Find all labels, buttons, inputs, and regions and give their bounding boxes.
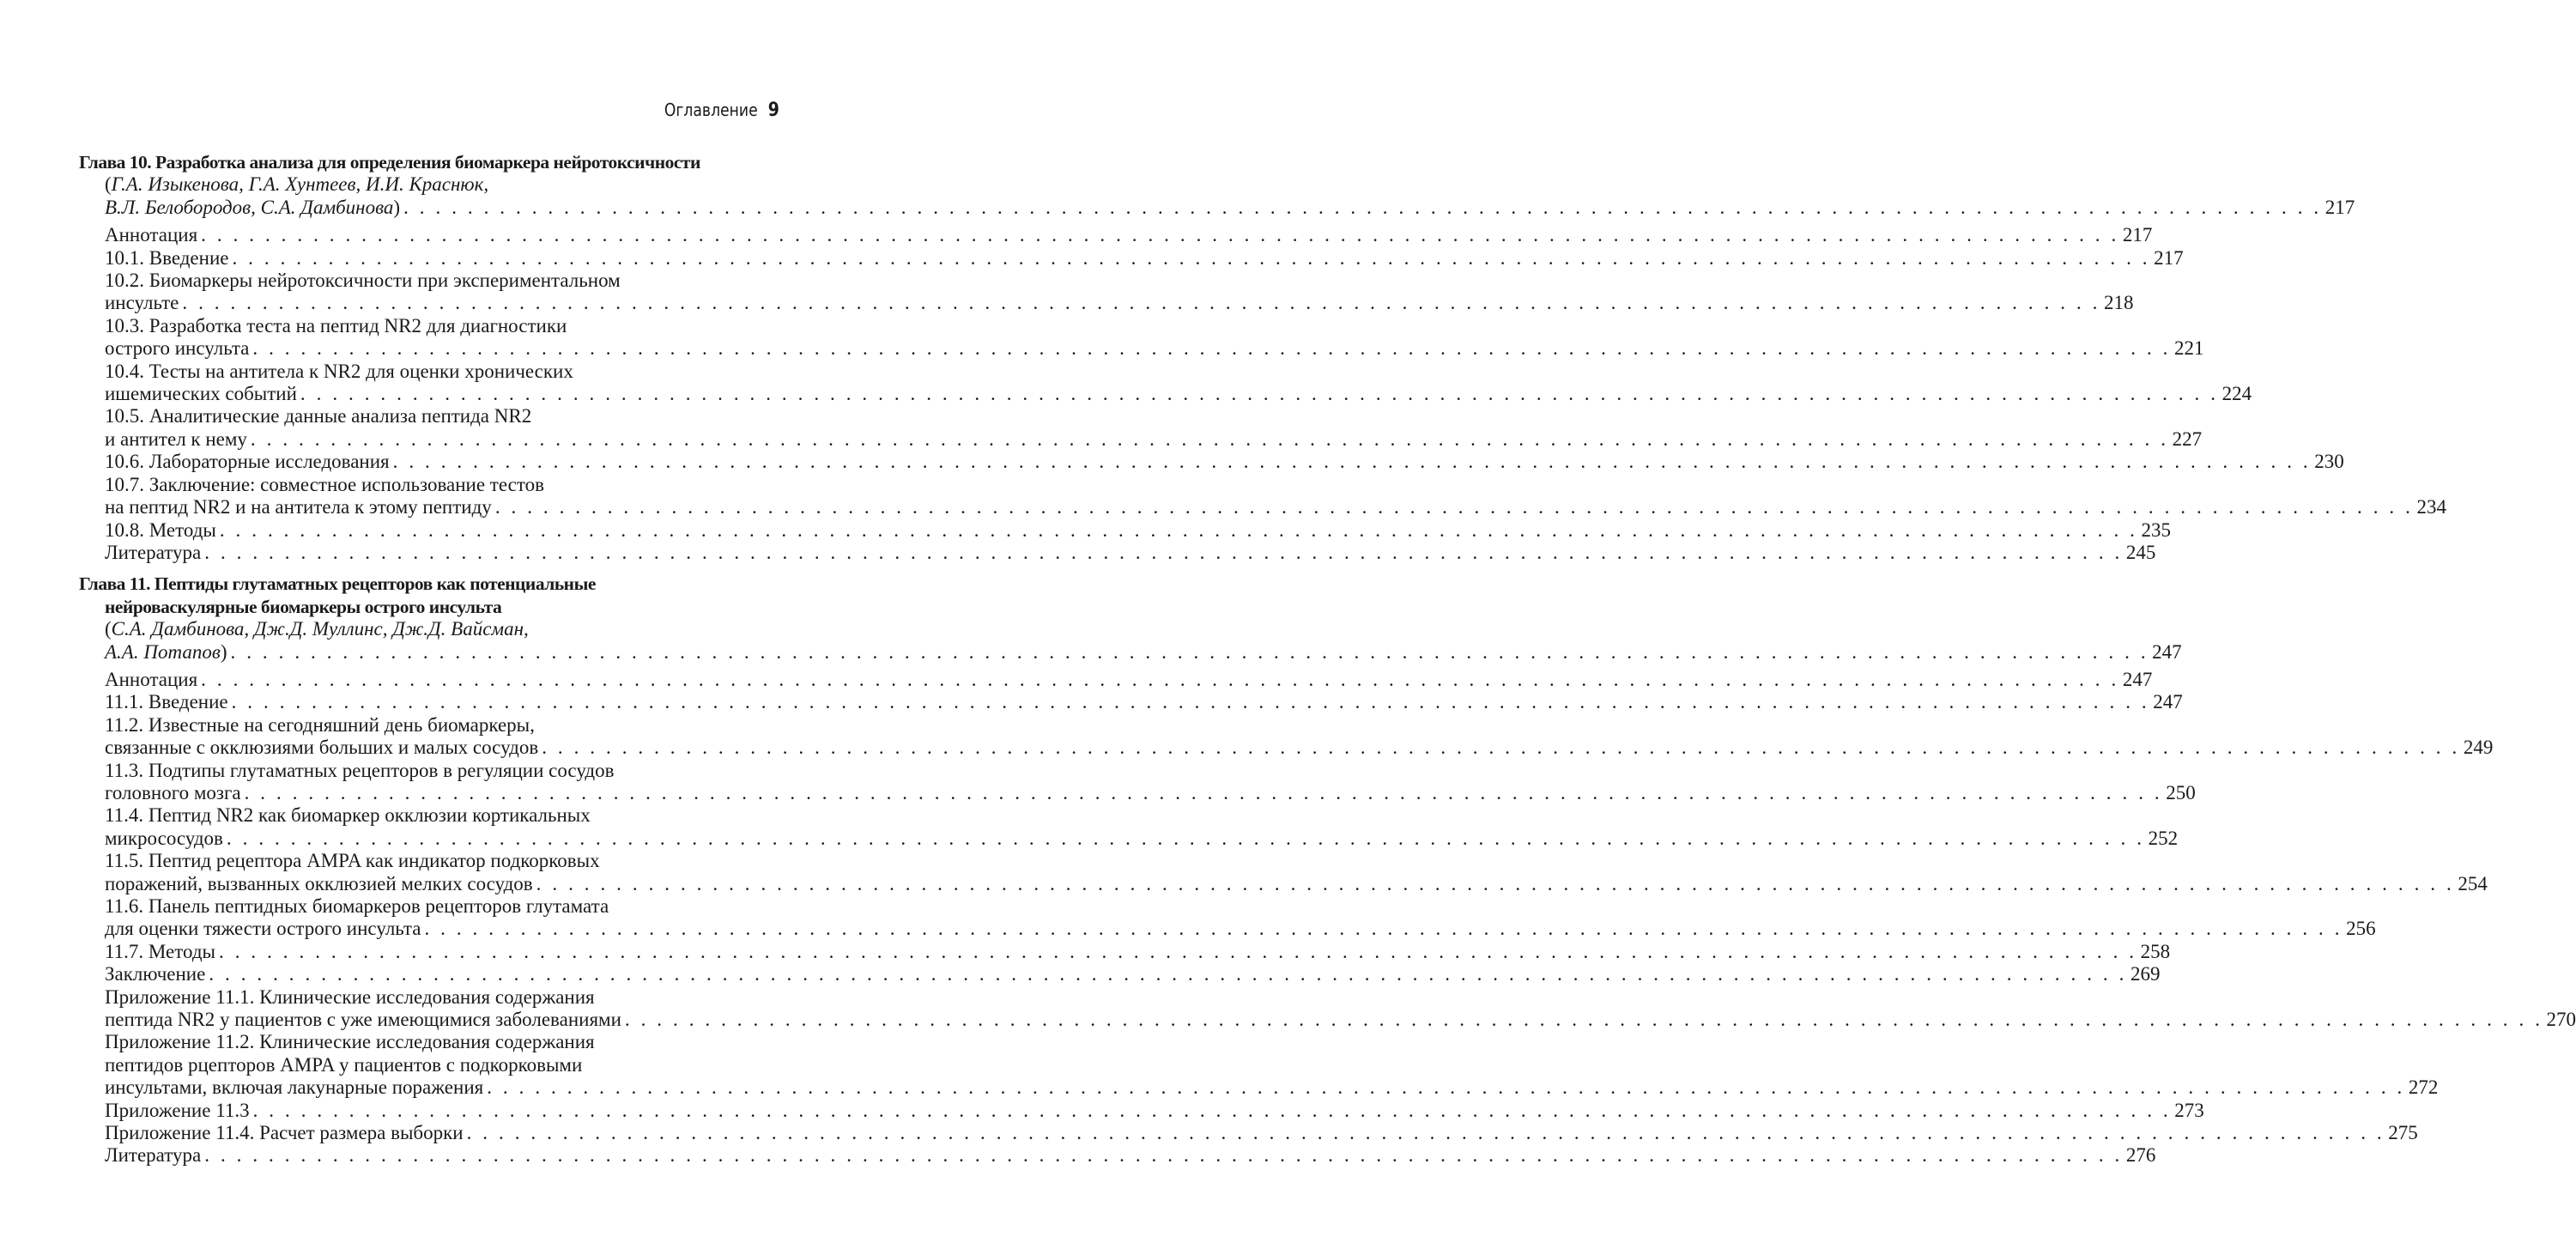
toc-entry[interactable] <box>79 405 2203 451</box>
dot-leader: . . . . . . . . . . . . . . . . . . . . . . . . . . . . . . . . . . . . . . . . . . . . . . . . . . . . . . . . . . . . . . . . . . . . . . . . . . . . . . . . . . . . . . . . . . . . . . . . . . . . . . . . . . . . . . . . . . . . . . . . <box>219 518 2138 541</box>
authors-open-paren: ( <box>105 618 112 640</box>
entry-text: 10.7. Заключение: совместное использование тестов <box>105 473 544 495</box>
entry-text: 11.1. Введение <box>105 691 228 713</box>
entry-text: 10.8. Методы <box>105 518 216 541</box>
dot-leader: . . . . . . . . . . . . . . . . . . . . . . . . . . . . . . . . . . . . . . . . . . . . . . . . . . . . . . . . . . . . . . . . . . . . . . . . . . . . . . . . . . . . . . . . . . . . . . . . . . . . . . . . . . . . . . . . . . . . . . . . <box>424 918 2343 940</box>
page-ref: 230 <box>2314 451 2344 473</box>
page-ref: 217 <box>2324 196 2355 218</box>
chapter-title[interactable] <box>79 573 779 618</box>
authors-line: Г.А. Изыкенова, Г.А. Хунтеев, И.И. Краснюк, <box>111 173 489 196</box>
toc-entry[interactable] <box>79 668 2153 691</box>
dot-leader: . . . . . . . . . . . . . . . . . . . . . . . . . . . . . . . . . . . . . . . . . . . . . . . . . . . . . . . . . . . . . . . . . . . . . . . . . . . . . . . . . . . . . . . . . . . . . . . . . . . . . . . . . . . . . . . . . . . . . . . . <box>300 383 2219 405</box>
chapter-title[interactable] <box>79 151 779 173</box>
entry-text: Приложение 11.1. Клинические исследования содержания <box>105 985 595 1008</box>
entry-text: 11.4. Пептид NR2 как биомаркер окклюзии кортикальных <box>105 804 591 827</box>
dot-leader: . . . . . . . . . . . . . . . . . . . . . . . . . . . . . . . . . . . . . . . . . . . . . . . . . . . . . . . . . . . . . . . . . . . . . . . . . . . . . . . . . . . . . . . . . . . . . . . . . . . . . . . . . . . . . . . . . . . . . . . . <box>204 1144 2123 1167</box>
entry-text: 10.1. Введение <box>105 246 229 269</box>
toc-entry[interactable] <box>79 451 2344 473</box>
authors-line: В.Л. Белобородов, С.А. Дамбинова <box>105 196 394 218</box>
entry-text: острого инсульта <box>105 337 250 360</box>
dot-leader: . . . . . . . . . . . . . . . . . . . . . . . . . . . . . . . . . . . . . . . . . . . . . . . . . . . . . . . . . . . . . . . . . . . . . . . . . . . . . . . . . . . . . . . . . . . . . . . . . . . . . . . . . . . . . . . . . . . . . . . . <box>252 337 2172 360</box>
entry-text: головного мозга <box>105 781 241 803</box>
page-ref: 249 <box>2463 737 2494 759</box>
toc-entry[interactable] <box>79 850 2488 895</box>
page-ref: 247 <box>2152 640 2182 663</box>
page-ref: 272 <box>2408 1076 2439 1099</box>
toc-entry[interactable] <box>79 360 2252 406</box>
toc-entry[interactable] <box>79 518 2172 542</box>
toc-entry[interactable] <box>79 1031 2439 1099</box>
dot-leader: . . . . . . . . . . . . . . . . . . . . . . . . . . . . . . . . . . . . . . . . . . . . . . . . . . . . . . . . . . . . . . . . . . . . . . . . . . . . . . . . . . . . . . . . . . . . . . . . . . . . . . . . . . . . . . . . . . . . . . . . <box>494 496 2414 518</box>
page-ref: 258 <box>2140 940 2171 962</box>
dot-leader: . . . . . . . . . . . . . . . . . . . . . . . . . . . . . . . . . . . . . . . . . . . . . . . . . . . . . . . . . . . . . . . . . . . . . . . . . . . . . . . . . . . . . . . . . . . . . . . . . . . . . . . . . . . . . . . . . . . . . . . . <box>244 781 2163 803</box>
page-ref: 217 <box>2154 246 2184 269</box>
dot-leader: . . . . . . . . . . . . . . . . . . . . . . . . . . . . . . . . . . . . . . . . . . . . . . . . . . . . . . . . . . . . . . . . . . . . . . . . . . . . . . . . . . . . . . . . . . . . . . . . . . . . . . . . . . . . . . . . . . . . . . . . <box>250 427 2169 450</box>
entry-text: 10.4. Тесты на антитела к NR2 для оценки хронических <box>105 360 573 382</box>
dot-leader: . . . . . . . . . . . . . . . . . . . . . . . . . . . . . . . . . . . . . . . . . . . . . . . . . . . . . . . . . . . . . . . . . . . . . . . . . . . . . . . . . . . . . . . . . . . . . . . . . . . . . . . . . . . . . . . . . . . . . . . . <box>182 292 2101 314</box>
page-ref: 235 <box>2141 518 2172 541</box>
entry-text: Литература <box>105 1144 202 1167</box>
chapter-title-line: Глава 10. Разработка анализа для определения биомаркера нейротоксичности <box>79 152 700 173</box>
entry-text: Аннотация <box>105 224 198 246</box>
dot-leader: . . . . . . . . . . . . . . . . . . . . . . . . . . . . . . . . . . . . . . . . . . . . . . . . . . . . . . . . . . . . . . . . . . . . . . . . . . . . . . . . . . . . . . . . . . . . . . . . . . . . . . . . . . . . . . . . . . . . . . . . <box>209 963 2127 985</box>
entry-text: 11.2. Известные на сегодняшний день биомаркеры, <box>105 713 535 736</box>
page-number: 9 <box>767 100 779 121</box>
page-ref: 247 <box>2122 668 2153 690</box>
dot-leader: . . . . . . . . . . . . . . . . . . . . . . . . . . . . . . . . . . . . . . . . . . . . . . . . . . . . . . . . . . . . . . . . . . . . . . . . . . . . . . . . . . . . . . . . . . . . . . . . . . . . . . . . . . . . . . . . . . . . . . . . <box>466 1122 2385 1144</box>
page-ref: 224 <box>2221 383 2252 405</box>
toc-entry[interactable] <box>79 691 2183 713</box>
entry-text: микрососудов <box>105 827 223 849</box>
dot-leader: . . . . . . . . . . . . . . . . . . . . . . . . . . . . . . . . . . . . . . . . . . . . . . . . . . . . . . . . . . . . . . . . . . . . . . . . . . . . . . . . . . . . . . . . . . . . . . . . . . . . . . . . . . . . . . . . . . . . . . . . <box>219 940 2137 962</box>
authors-open-paren: ( <box>105 173 112 196</box>
page-ref: 254 <box>2458 872 2488 894</box>
dot-leader: . . . . . . . . . . . . . . . . . . . . . . . . . . . . . . . . . . . . . . . . . . . . . . . . . . . . . . . . . . . . . . . . . . . . . . . . . . . . . . . . . . . . . . . . . . . . . . . . . . . . . . . . . . . . . . . . . . . . . . . . <box>230 640 2149 663</box>
page-ref: 217 <box>2122 224 2153 246</box>
toc-entry[interactable] <box>79 1099 2204 1122</box>
dot-leader: . . . . . . . . . . . . . . . . . . . . . . . . . . . . . . . . . . . . . . . . . . . . . . . . . . . . . . . . . . . . . . . . . . . . . . . . . . . . . . . . . . . . . . . . . . . . . . . . . . . . . . . . . . . . . . . . . . . . . . . . <box>232 246 2151 269</box>
entry-text: связанные с окклюзиями больших и малых сосудов <box>105 737 539 759</box>
toc-entry[interactable] <box>79 1144 2156 1167</box>
page-ref: 273 <box>2174 1099 2204 1121</box>
toc-entry[interactable] <box>79 963 2161 985</box>
page-ref: 218 <box>2104 292 2134 314</box>
entry-text: ишемических событий <box>105 383 297 405</box>
toc-entry[interactable] <box>79 895 2376 941</box>
page-ref: 252 <box>2148 827 2179 849</box>
entry-text: инсульте <box>105 292 179 314</box>
page-ref: 245 <box>2125 541 2156 563</box>
dot-leader: . . . . . . . . . . . . . . . . . . . . . . . . . . . . . . . . . . . . . . . . . . . . . . . . . . . . . . . . . . . . . . . . . . . . . . . . . . . . . . . . . . . . . . . . . . . . . . . . . . . . . . . . . . . . . . . . . . . . . . . . <box>624 1009 2543 1031</box>
authors-line: С.А. Дамбинова, Дж.Д. Муллинс, Дж.Д. Вайсман, <box>111 618 529 640</box>
entry-text: Приложение 11.3 <box>105 1099 250 1121</box>
page-ref: 250 <box>2166 781 2196 803</box>
entry-text: Приложение 11.4. Расчет размера выборки <box>105 1122 464 1144</box>
toc-entry[interactable] <box>79 270 2134 315</box>
dot-leader: . . . . . . . . . . . . . . . . . . . . . . . . . . . . . . . . . . . . . . . . . . . . . . . . . . . . . . . . . . . . . . . . . . . . . . . . . . . . . . . . . . . . . . . . . . . . . . . . . . . . . . . . . . . . . . . . . . . . . . . . <box>231 691 2150 713</box>
running-head-title: Оглавление <box>664 100 758 120</box>
dot-leader: . . . . . . . . . . . . . . . . . . . . . . . . . . . . . . . . . . . . . . . . . . . . . . . . . . . . . . . . . . . . . . . . . . . . . . . . . . . . . . . . . . . . . . . . . . . . . . . . . . . . . . . . . . . . . . . . . . . . . . . . <box>536 872 2455 894</box>
entry-text: и антител к нему <box>105 427 247 450</box>
dot-leader: . . . . . . . . . . . . . . . . . . . . . . . . . . . . . . . . . . . . . . . . . . . . . . . . . . . . . . . . . . . . . . . . . . . . . . . . . . . . . . . . . . . . . . . . . . . . . . . . . . . . . . . . . . . . . . . . . . . . . . . . <box>201 668 2119 690</box>
dot-leader: . . . . . . . . . . . . . . . . . . . . . . . . . . . . . . . . . . . . . . . . . . . . . . . . . . . . . . . . . . . . . . . . . . . . . . . . . . . . . . . . . . . . . . . . . . . . . . . . . . . . . . . . . . . . . . . . . . . . . . . . <box>204 541 2123 563</box>
entry-text: пептида NR2 у пациентов с уже имеющимися заболеваниями <box>105 1009 621 1031</box>
chapter-authors <box>79 618 2182 664</box>
entry-text: пептидов рцепторов AMPA у пациентов с подкорковыми <box>105 1053 583 1076</box>
running-head <box>664 100 779 121</box>
entry-text: инсультами, включая лакунарные поражения <box>105 1076 484 1099</box>
page-ref: 276 <box>2125 1144 2156 1167</box>
page-ref: 275 <box>2388 1122 2418 1144</box>
authors-close-paren: ) <box>393 196 401 218</box>
page-ref: 247 <box>2153 691 2183 713</box>
toc-entry[interactable] <box>79 759 2196 805</box>
toc-entry[interactable] <box>79 224 2153 246</box>
chapter-title-line: Глава 11. Пептиды глутаматных рецепторов как потенциальные <box>79 573 596 595</box>
entry-text: 10.6. Лабораторные исследования <box>105 451 390 473</box>
page-ref: 234 <box>2416 496 2446 518</box>
toc-entry[interactable] <box>79 473 2446 519</box>
chapter-authors <box>79 173 2355 219</box>
dot-leader: . . . . . . . . . . . . . . . . . . . . . . . . . . . . . . . . . . . . . . . . . . . . . . . . . . . . . . . . . . . . . . . . . . . . . . . . . . . . . . . . . . . . . . . . . . . . . . . . . . . . . . . . . . . . . . . . . . . . . . . . <box>542 737 2460 759</box>
dot-leader: . . . . . . . . . . . . . . . . . . . . . . . . . . . . . . . . . . . . . . . . . . . . . . . . . . . . . . . . . . . . . . . . . . . . . . . . . . . . . . . . . . . . . . . . . . . . . . . . . . . . . . . . . . . . . . . . . . . . . . . . <box>392 451 2312 473</box>
entry-text: 11.6. Панель пептидных биомаркеров рецепторов глутамата <box>105 895 609 917</box>
entry-text: на пептид NR2 и на антитела к этому пептиду <box>105 496 492 518</box>
dot-leader: . . . . . . . . . . . . . . . . . . . . . . . . . . . . . . . . . . . . . . . . . . . . . . . . . . . . . . . . . . . . . . . . . . . . . . . . . . . . . . . . . . . . . . . . . . . . . . . . . . . . . . . . . . . . . . . . . . . . . . . . <box>403 196 2322 218</box>
table-of-contents <box>79 151 2576 1167</box>
entry-text: 10.5. Аналитические данные анализа пептида NR2 <box>105 405 532 427</box>
dot-leader: . . . . . . . . . . . . . . . . . . . . . . . . . . . . . . . . . . . . . . . . . . . . . . . . . . . . . . . . . . . . . . . . . . . . . . . . . . . . . . . . . . . . . . . . . . . . . . . . . . . . . . . . . . . . . . . . . . . . . . . . <box>201 224 2119 246</box>
entry-text: Приложение 11.2. Клинические исследования содержания <box>105 1031 595 1053</box>
toc-entry[interactable] <box>79 985 2576 1032</box>
toc-entry[interactable] <box>79 713 2494 760</box>
chapter-title-line: нейроваскулярные биомаркеры острого инсульта <box>105 596 502 617</box>
toc-entry[interactable] <box>79 246 2184 270</box>
page-ref: 270 <box>2546 1009 2576 1031</box>
entry-text: 11.3. Подтипы глутаматных рецепторов в регуляции сосудов <box>105 759 615 781</box>
toc-entry[interactable] <box>79 940 2171 963</box>
toc-entry[interactable] <box>79 1122 2418 1144</box>
entry-text: 11.5. Пептид рецептора AMPA как индикатор подкорковых <box>105 850 600 872</box>
page-ref: 256 <box>2346 918 2376 940</box>
toc-entry[interactable] <box>79 314 2204 361</box>
entry-text: 11.7. Методы <box>105 940 215 962</box>
page-ref: 269 <box>2130 963 2161 985</box>
toc-entry[interactable] <box>79 804 2179 850</box>
entry-text: поражений, вызванных окклюзией мелких сосудов <box>105 872 533 894</box>
entry-text: Аннотация <box>105 668 198 690</box>
entry-text: 10.2. Биомаркеры нейротоксичности при экспериментальном <box>105 270 621 292</box>
authors-line: А.А. Потапов <box>105 640 221 663</box>
toc-entry[interactable] <box>79 541 2156 564</box>
dot-leader: . . . . . . . . . . . . . . . . . . . . . . . . . . . . . . . . . . . . . . . . . . . . . . . . . . . . . . . . . . . . . . . . . . . . . . . . . . . . . . . . . . . . . . . . . . . . . . . . . . . . . . . . . . . . . . . . . . . . . . . . <box>487 1076 2405 1099</box>
dot-leader: . . . . . . . . . . . . . . . . . . . . . . . . . . . . . . . . . . . . . . . . . . . . . . . . . . . . . . . . . . . . . . . . . . . . . . . . . . . . . . . . . . . . . . . . . . . . . . . . . . . . . . . . . . . . . . . . . . . . . . . . <box>226 827 2145 849</box>
page-ref: 227 <box>2172 427 2203 450</box>
authors-close-paren: ) <box>220 640 227 663</box>
entry-text: 10.3. Разработка теста на пептид NR2 для диагностики <box>105 314 567 337</box>
entry-text: для оценки тяжести острого инсульта <box>105 918 421 940</box>
page-ref: 221 <box>2174 337 2204 360</box>
entry-text: Литература <box>105 541 202 563</box>
dot-leader: . . . . . . . . . . . . . . . . . . . . . . . . . . . . . . . . . . . . . . . . . . . . . . . . . . . . . . . . . . . . . . . . . . . . . . . . . . . . . . . . . . . . . . . . . . . . . . . . . . . . . . . . . . . . . . . . . . . . . . . . <box>252 1099 2172 1121</box>
entry-text: Заключение <box>105 963 206 985</box>
